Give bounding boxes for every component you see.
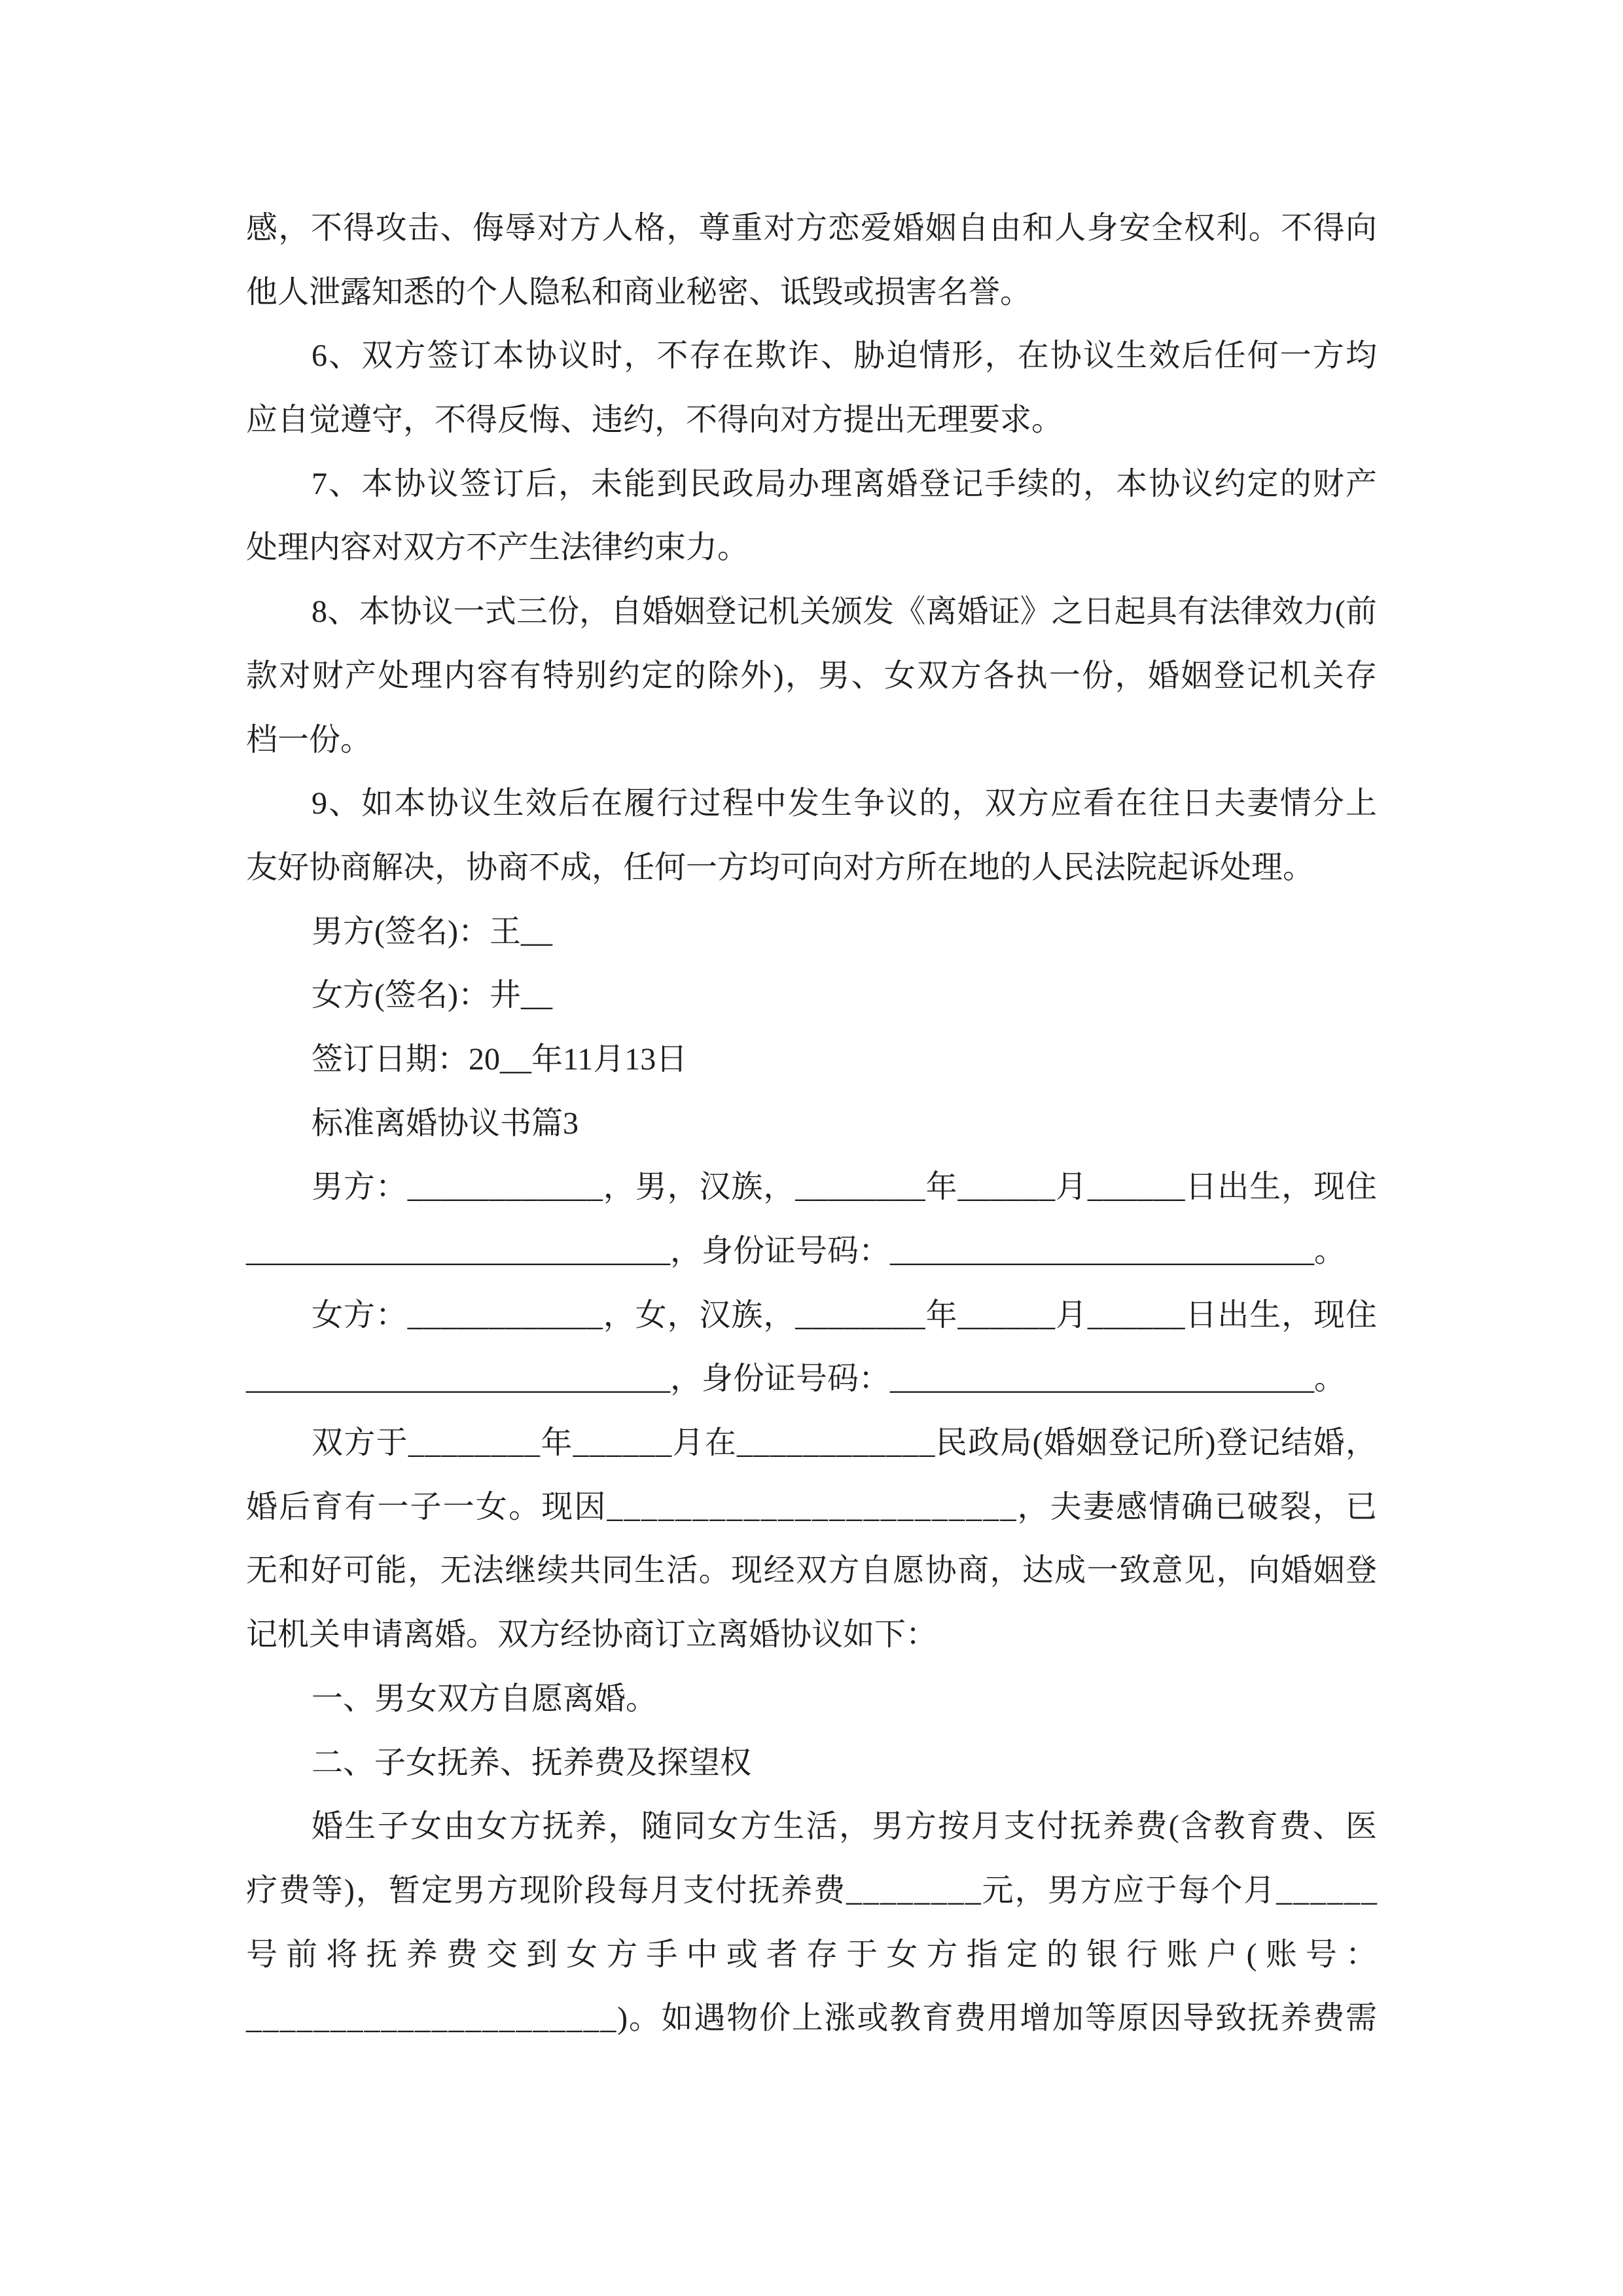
text-line <box>246 388 1377 452</box>
text-line-content: 婚后育有一子一女。现因________________________，夫妻感情确已破裂，已 <box>246 1489 1379 1524</box>
text-line-content: 7、本协议签订后，未能到民政局办理离婚登记手续的，本协议约定的财产 <box>312 466 1379 501</box>
document-page-body <box>246 196 1386 2051</box>
text-line <box>246 1539 1377 1603</box>
text-line-content: 男方：____________，男，汉族，________年______月______日出生，现住 <box>312 1170 1378 1205</box>
text-line-content: 9、如本协议生效后在履行过程中发生争议的，双方应看在往日夫妻情分上 <box>312 786 1379 821</box>
text-line-content: 6、双方签订本协议时，不存在欺诈、胁迫情形，在协议生效后任何一方均 <box>312 338 1379 374</box>
text-line <box>246 900 1377 964</box>
text-line <box>246 644 1377 708</box>
text-line-content: 标准离婚协议书篇3 <box>312 1105 579 1141</box>
text-line-content: 友好协商解决，协商不成，任何一方均可向对方所在地的人民法院起诉处理。 <box>246 850 1315 885</box>
text-line-content: 婚生子女由女方抚养，随同女方生活，男方按月支付抚养费(含教育费、医 <box>312 1809 1379 1844</box>
text-line-content: 无和好可能，无法继续共同生活。现经双方自愿协商，达成一致意见，向婚姻登 <box>246 1553 1378 1588</box>
text-line <box>246 1092 1377 1156</box>
text-line <box>246 1986 1377 2051</box>
text-line-content: 感，不得攻击、侮辱对方人格，尊重对方恋爱婚姻自由和人身安全权利。不得向 <box>246 211 1378 245</box>
text-line-content: 二、子女抚养、抚养费及探望权 <box>312 1745 752 1780</box>
text-line-content: 应自觉遵守，不得反悔、违约，不得向对方提出无理要求。 <box>246 403 1063 438</box>
text-line-content: 女方：____________，女，汉族，________年______月______日出生，现住 <box>312 1297 1378 1333</box>
text-line-content: ______________________)。如遇物价上涨或教育费用增加等原因导致抚养费需 <box>246 2001 1378 2036</box>
text-line <box>246 260 1377 325</box>
text-line-content: 8、本协议一式三份，自婚姻登记机关颁发《离婚证》之日起具有法律效力(前 <box>312 594 1378 630</box>
text-line-content: 签订日期：20__年11月13日 <box>312 1041 688 1077</box>
text-line <box>246 836 1377 900</box>
text-line <box>246 452 1377 516</box>
text-line-content: 号前将抚养费交到女方手中或者存于女方指定的银行账户(账号： <box>246 1937 1386 1972</box>
text-line-content: ___________________________，身份证号码：___________________________。 <box>246 1234 1346 1268</box>
text-line-content: ___________________________，身份证号码：___________________________。 <box>246 1361 1346 1397</box>
text-line <box>246 1028 1377 1092</box>
text-line <box>246 1347 1377 1411</box>
text-line <box>246 1795 1377 1859</box>
text-line <box>246 516 1377 580</box>
text-line <box>246 1859 1377 1923</box>
text-line <box>246 580 1377 644</box>
text-line <box>246 196 1377 260</box>
text-line-content: 档一份。 <box>246 722 372 757</box>
text-line <box>246 1411 1377 1475</box>
text-line-content: 男方(签名)：王__ <box>312 914 552 949</box>
text-line <box>246 1475 1377 1539</box>
text-line <box>246 324 1377 388</box>
text-line <box>246 772 1377 836</box>
text-line-content: 款对财产处理内容有特别约定的除外)，男、女双方各执一份，婚姻登记机关存 <box>246 658 1379 693</box>
text-line-content: 处理内容对双方不产生法律约束力。 <box>246 530 749 565</box>
text-line <box>246 1667 1377 1731</box>
text-line-content: 一、男女双方自愿离婚。 <box>312 1681 658 1716</box>
text-line-content: 女方(签名)：井__ <box>312 978 552 1013</box>
text-line <box>246 1155 1377 1219</box>
text-line-content: 疗费等)，暂定男方现阶段每月支付抚养费________元，男方应于每个月______ <box>246 1873 1378 1908</box>
text-line <box>246 963 1377 1028</box>
text-line <box>246 1219 1377 1283</box>
text-line <box>246 1283 1377 1348</box>
text-line-content: 他人泄露知悉的个人隐私和商业秘密、诋毁或损害名誉。 <box>246 274 1032 310</box>
text-line <box>246 1731 1377 1795</box>
text-line <box>246 708 1377 772</box>
text-line-content: 双方于________年______月在____________民政局(婚姻登记所)登记结婚， <box>312 1426 1378 1461</box>
text-line <box>246 1923 1386 1987</box>
text-line-content: 记机关申请离婚。双方经协商订立离婚协议如下： <box>246 1617 938 1653</box>
text-line <box>246 1603 1377 1667</box>
